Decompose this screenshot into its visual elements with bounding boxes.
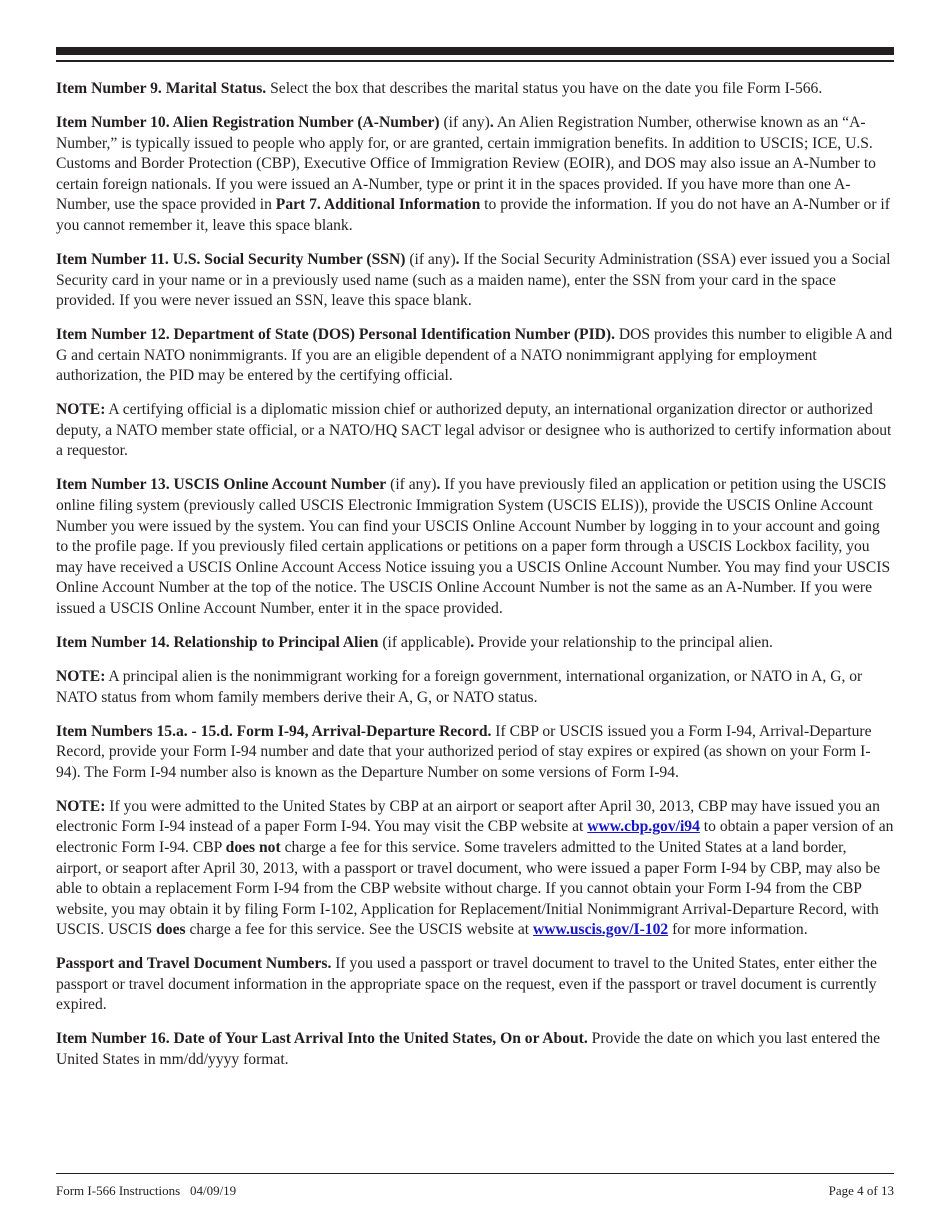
does-not-emphasis: does not (225, 838, 281, 856)
item-9-text: Select the box that describes the marital status you have on the date you file Form I-566. (266, 80, 823, 97)
item-10-paragraph (56, 113, 894, 237)
item-11-heading: Item Number 11. U.S. Social Security Number (SSN) (56, 250, 406, 268)
passport-heading: Passport and Travel Document Numbers. (56, 955, 332, 973)
note-text-2: to obtain a paper version of an electronic Form I-94. CBP (56, 818, 894, 856)
item-11-dot: . (455, 250, 460, 268)
item-11-qualifier: (if any) (405, 250, 456, 268)
item-13-text: If you have previously filed an application or petition using the USCIS online filing system (previously called USCIS Electronic Immigration System (USCIS ELIS)), provide the USCIS Online Account Number you were issued by the system. You can find your USCIS Online Account Number by logging in to your account and going to the profile page. If you previously filed certain applications or petitions on a paper form through a USCIS Lockbox facility, you may have received a USCIS Online Account Access Notice issuing you a USCIS Online Account Number. You may find your USCIS Online Account Number at the top of the notice. The USCIS Online Account Number is not the same as an A-Number. If you were issued a USCIS Online Account Number, enter it in the space provided. (56, 476, 891, 618)
header-thin-rule (56, 60, 894, 62)
footer-rule (56, 1173, 894, 1174)
item-10-qualifier: (if any) (439, 113, 490, 131)
item-11-paragraph (56, 250, 894, 312)
item-10-dot: . (489, 113, 494, 131)
item-16-text: Provide the date on which you last entered the United States in mm/dd/yyyy format. (56, 1030, 881, 1069)
item-15-heading: Item Numbers 15.a. - 15.d. Form I-94, Arrival-Departure Record. (56, 722, 492, 740)
item-11-text: If the Social Security Administration (SSA) ever issued you a Social Security card in your name or in a previously used name (such as a maiden name), enter the SSN from your card in the space provided. If you were never issued an SSN, leave this space blank. (56, 250, 891, 310)
note-i94-electronic (56, 797, 894, 941)
note-principal-alien (56, 667, 894, 708)
footer-form-label: Form I-566 Instructions 04/09/19 (56, 1183, 237, 1198)
note-text: A principal alien is the nonimmigrant working for a foreign government, international organization, or NATO in A, G, or NATO status from whom family members derive their A, G, or NATO status. (56, 667, 863, 706)
note-label: NOTE: (56, 667, 106, 685)
instructions-body (56, 79, 894, 1084)
uscis-i102-link[interactable]: www.uscis.gov/I-102 (533, 921, 669, 939)
item-15-paragraph (56, 722, 894, 784)
item-12-paragraph (56, 325, 894, 387)
item-15-text: If CBP or USCIS issued you a Form I-94, Arrival-Departure Record, provide your Form I-94 number and date that your authorized period of stay expires or expired (as shown on your Form I-94). The Form I-94 number also is known as the Departure Number on some versions of Form I-94. (56, 722, 872, 781)
item-14-heading: Item Number 14. Relationship to Principal Alien (56, 634, 379, 651)
item-9-heading: Item Number 9. Marital Status. (56, 80, 267, 97)
note-text-5: for more information. (668, 921, 808, 939)
item-13-paragraph (56, 475, 894, 619)
item-13-dot: . (436, 476, 441, 494)
cbp-i94-link[interactable]: www.cbp.gov/i94 (587, 818, 700, 836)
item-12-text: DOS provides this number to eligible A and G and certain NATO nonimmigrants. If you are an eligible dependent of a NATO nonimmigrant applying for employment authorization, the PID may be entered by the certifying official. (56, 326, 893, 385)
note-text-4: charge a fee for this service. See the USCIS website at (185, 921, 534, 939)
footer-page-number: Page 4 of 13 (828, 1183, 894, 1198)
passport-text: If you used a passport or travel document to travel to the United States, enter either the passport or travel document information in the appropriate space on the request, even if the passport or travel document is currently expired. (56, 955, 877, 1014)
note-text-3: charge a fee for this service. Some travelers admitted to the United States at a land border, airport, or seaport after April 30, 2013, with a passport or travel document, who were issued a paper Form I-94 by CBP, may also be able to obtain a replacement Form I-94 from the CBP website without charge. If you cannot obtain your Form I-94 from the CBP website, you may obtain it by filing Form I-102, Application for Replacement/Initial Nonimmigrant Arrival-Departure Record, with USCIS. USCIS (56, 838, 881, 939)
item-13-qualifier: (if any) (386, 476, 437, 494)
item-10-text-1: An Alien Registration Number, otherwise known as an “A-Number,” is typically issued to people who apply for, or are granted, certain immigration benefits. In addition to USCIS; ICE, U.S. Customs and Border Protection (CBP), Executive Office of Immigration Review (EOIR), and DOS may also issue an A-Number to certain foreign nationals. If you were issued an A-Number, type or print it in the spaces provided. If you have more than one A-Number, use the space provided in (56, 113, 876, 214)
item-14-dot: . (470, 634, 475, 651)
note-label: NOTE: (56, 401, 106, 419)
item-9-paragraph (56, 79, 894, 100)
item-16-heading: Item Number 16. Date of Your Last Arrival Into the United States, On or About. (56, 1030, 588, 1048)
note-certifying-official (56, 400, 894, 462)
item-12-heading: Item Number 12. Department of State (DOS) Personal Identification Number (PID). (56, 326, 615, 344)
note-text: A certifying official is a diplomatic mission chief or authorized deputy, an international organization director or authorized deputy, a NATO member state official, or a NATO/HQ SACT legal advisor or designee who is authorized to certify information about a requestor. (56, 401, 892, 460)
item-13-heading: Item Number 13. USCIS Online Account Number (56, 476, 387, 494)
note-label: NOTE: (56, 797, 106, 815)
page-footer (56, 1183, 894, 1199)
item-10-heading: Item Number 10. Alien Registration Number (A-Number) (56, 113, 440, 131)
does-emphasis: does (156, 921, 186, 939)
item-16-paragraph (56, 1029, 894, 1070)
item-14-paragraph (56, 633, 894, 654)
note-text-1: If you were admitted to the United States by CBP at an airport or seaport after April 30, 2013, CBP may have issued you an electronic Form I-94 instead of a paper Form I-94. You may visit the CBP website at (56, 797, 880, 836)
passport-paragraph (56, 954, 894, 1016)
item-10-text-2: to provide the information. If you do not have an A-Number or if you cannot remember it, leave this space blank. (56, 196, 890, 234)
item-14-text: Provide your relationship to the principal alien. (474, 634, 773, 651)
item-14-qualifier: (if applicable) (378, 634, 471, 651)
item-10-part7-ref: Part 7. Additional Information (275, 196, 481, 214)
header-thick-rule (56, 47, 894, 55)
